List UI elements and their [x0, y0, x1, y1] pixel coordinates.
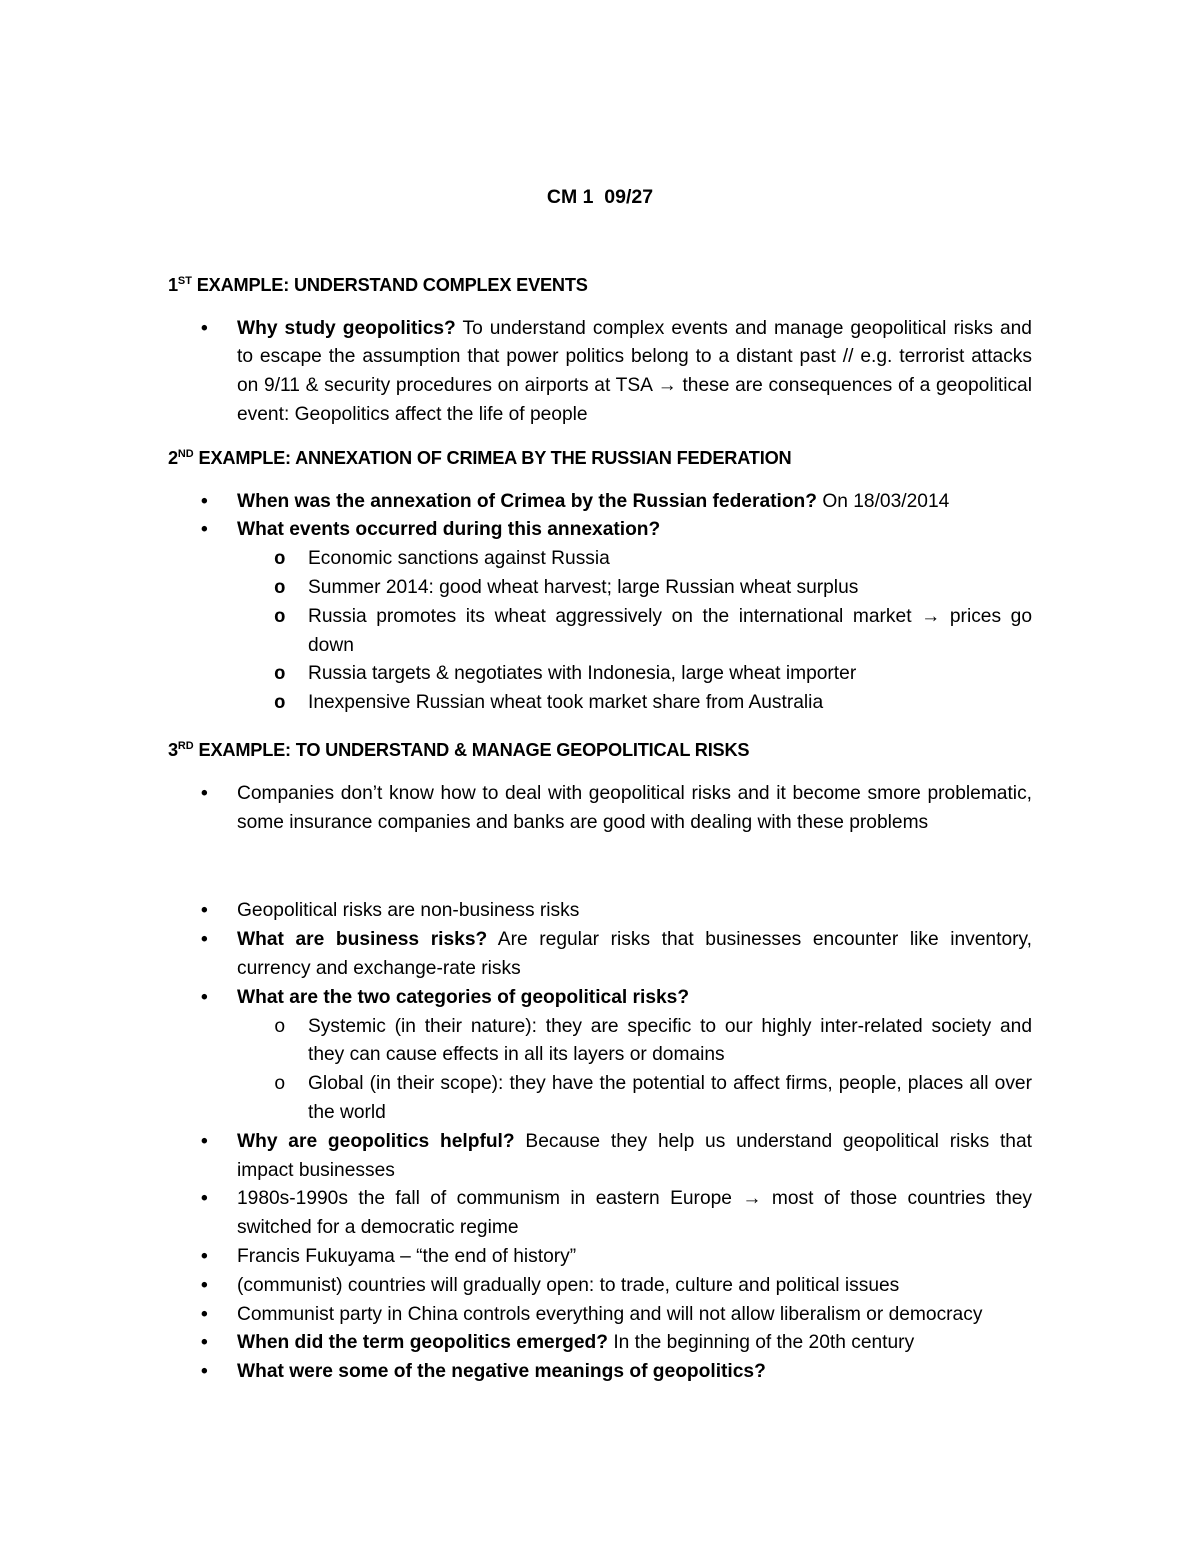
bullet-marker: • — [201, 1332, 208, 1354]
question-text: What events occurred during this annexation? — [237, 519, 661, 541]
sub-item-text: Inexpensive Russian wheat took market share from Australia — [308, 692, 824, 714]
document-page — [168, 183, 1032, 1387]
list-item — [168, 1301, 1032, 1330]
bullet-marker: • — [201, 1303, 208, 1325]
sub-bullet-marker: o — [274, 692, 286, 715]
page-title: CM 1 09/27 — [546, 186, 654, 208]
bullet-marker: • — [201, 986, 208, 1008]
question-text: What were some of the negative meanings of geopolitics? — [237, 1361, 766, 1383]
bullet-marker: • — [201, 900, 208, 922]
question-text: Why are geopolitics helpful? — [237, 1130, 515, 1152]
list-item — [168, 926, 1032, 984]
heading-number: 3 — [168, 739, 178, 760]
sub-bullet-marker: o — [274, 663, 286, 686]
bullet-marker: • — [201, 929, 208, 951]
sub-item-text: Global (in their scope): they have the potential to affect firms, people, places all over the world — [308, 1073, 1032, 1123]
bullet-list-3 — [168, 780, 1032, 1387]
sub-list-item — [168, 574, 1032, 603]
list-item — [168, 780, 1032, 838]
item-text: Companies don’t know how to deal with geopolitical risks and it become smore problematic, some insurance companies and banks are good with dealing with these problems — [237, 782, 1032, 833]
heading-number: 2 — [168, 447, 178, 468]
sub-bullet-marker: o — [274, 548, 286, 571]
item-text: Communist party in China controls everything and will not allow liberalism or democracy — [237, 1303, 983, 1325]
heading-text: EXAMPLE: TO UNDERSTAND & MANAGE GEOPOLITICAL RISKS — [193, 739, 750, 760]
answer-text: Because they help us understand geopolitical risks that impact businesses — [237, 1130, 1032, 1181]
list-item — [168, 1243, 1032, 1272]
sub-list-item — [168, 1070, 1032, 1128]
sub-list-item — [168, 689, 1032, 718]
list-item — [168, 1329, 1032, 1358]
sub-bullet-marker: o — [274, 605, 286, 628]
sub-list-item — [168, 545, 1032, 574]
question-text: What are the two categories of geopolitical risks? — [237, 986, 690, 1008]
sub-list-item — [168, 660, 1032, 689]
list-item — [168, 897, 1032, 926]
section-heading-3 — [168, 736, 1032, 765]
section-heading-1 — [168, 271, 1032, 300]
bullet-marker: • — [201, 1245, 208, 1267]
bullet-marker: • — [201, 782, 208, 804]
bullet-marker: • — [201, 519, 208, 541]
answer-text: To understand complex events and manage geopolitical risks and to escape the assumption that power politics belong to a distant past // e.g. terrorist attacks on 9/11 & security procedures on airports at TSA → these are consequences of a geopolitical event: Geopolitics affect the life of people — [237, 317, 1032, 425]
bullet-marker: • — [201, 1130, 208, 1152]
heading-ordinal-suffix: RD — [177, 739, 194, 752]
heading-text: EXAMPLE: UNDERSTAND COMPLEX EVENTS — [191, 274, 588, 295]
question-text: What are business risks? — [237, 929, 488, 951]
sub-item-text: Russia promotes its wheat aggressively on the international market → prices go down — [308, 605, 1032, 656]
list-item — [168, 1272, 1032, 1301]
bullet-marker: • — [201, 1361, 208, 1383]
list-item — [168, 1185, 1032, 1243]
heading-ordinal-suffix: ST — [177, 274, 192, 287]
list-item — [168, 984, 1032, 1013]
sub-bullet-marker: o — [274, 1015, 286, 1038]
bullet-marker: • — [201, 1188, 208, 1210]
question-text: When did the term geopolitics emerged? — [237, 1332, 608, 1354]
bullet-list-2 — [168, 488, 1032, 718]
list-item — [168, 516, 1032, 545]
list-item — [168, 315, 1032, 430]
list-item — [168, 488, 1032, 517]
item-text: (communist) countries will gradually open: to trade, culture and political issues — [237, 1274, 900, 1296]
item-text: Geopolitical risks are non-business risks — [237, 900, 580, 922]
item-text: Francis Fukuyama – “the end of history” — [237, 1245, 577, 1267]
sub-item-text: Russia targets & negotiates with Indonesia, large wheat importer — [308, 663, 857, 685]
list-item — [168, 1128, 1032, 1186]
sub-item-text: Economic sanctions against Russia — [308, 548, 610, 570]
bullet-marker: • — [201, 490, 208, 512]
sub-bullet-marker: o — [274, 576, 286, 599]
sub-list-item — [168, 603, 1032, 661]
section-heading-2 — [168, 444, 1032, 473]
answer-text: On 18/03/2014 — [817, 490, 950, 512]
sub-list-item — [168, 1013, 1032, 1071]
question-text: When was the annexation of Crimea by the Russian federation? — [237, 490, 817, 512]
sub-item-text: Summer 2014: good wheat harvest; large Russian wheat surplus — [308, 576, 859, 598]
heading-ordinal-suffix: ND — [177, 447, 194, 460]
bullet-list-1 — [168, 315, 1032, 430]
item-text: 1980s-1990s the fall of communism in eastern Europe → most of those countries they switched for a democratic regime — [237, 1188, 1032, 1239]
answer-text: In the beginning of the 20th century — [608, 1332, 915, 1354]
answer-text: Are regular risks that businesses encounter like inventory, currency and exchange-rate risks — [237, 929, 1032, 979]
heading-text: EXAMPLE: ANNEXATION OF CRIMEA BY THE RUSSIAN FEDERATION — [193, 447, 792, 468]
bullet-marker: • — [201, 1274, 208, 1296]
list-item — [168, 1358, 1032, 1387]
question-text: Why study geopolitics? — [237, 317, 456, 339]
heading-number: 1 — [168, 274, 178, 295]
sub-item-text: Systemic (in their nature): they are specific to our highly inter-related society and they can cause effects in all its layers or domains — [308, 1015, 1032, 1066]
bullet-marker: • — [201, 317, 208, 339]
sub-bullet-marker: o — [274, 1073, 286, 1096]
